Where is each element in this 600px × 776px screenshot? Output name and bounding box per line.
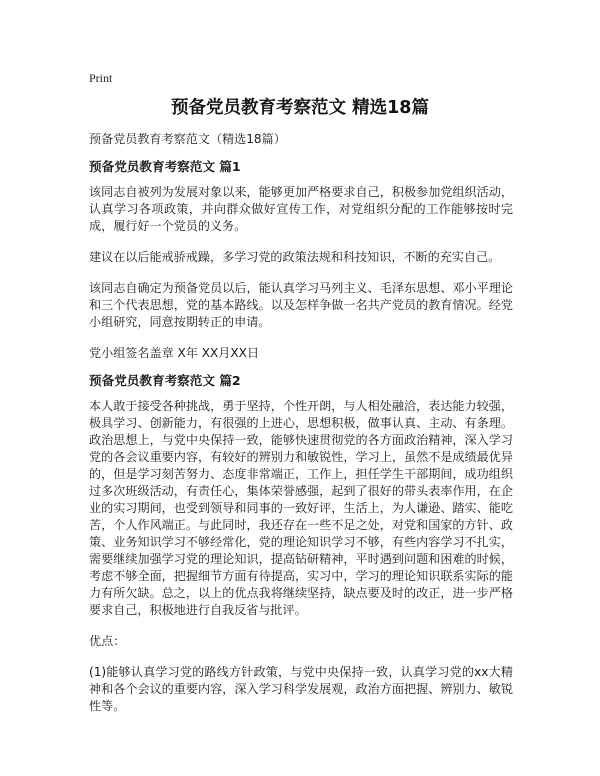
section-heading-2: 预备党员教育考察范文 篇2 [89, 373, 241, 388]
section-2-strength-item-1: (1)能够认真学习党的路线方针政策，与党中央保持一致，认真学习党的xx大精神和各个会议的重要内容，深入学习科学发展观，政治方面把握、辨别力、敏锐性等。 [89, 665, 513, 713]
document-subtitle: 预备党员教育考察范文（精选18篇） [89, 132, 286, 146]
section-2-strengths-label: 优点： [89, 634, 126, 648]
section-2-paragraph-1: 本人敢于接受各种挑战，勇于坚持，个性开朗，与人相处融洽，表达能力较强，极具学习、创新能力，有很强的上进心，思想积极，做事认真、主动、有条理。政治思想上，与党中央保持一致，能够快速贯彻党的各方面政治精神，深入学习党的各会议重要内容，有较好的辨别力和敏锐性，学习上，虽然不是成绩最优异的，但是学习刻苦努力、态度非常端正，工作上，担任学生干部期间，成功组织过多次班级活动，有责任心，集体荣誉感强，起到了很好的带头表率作用，在企业的实习期间，也受到领导和同事的一致好评，生活上，为人谦逊、踏实、能吃苦，个人作风端正。与此同时，我还存在一些不足之处，对党和国家的方针、政策、业务知识学习不够经常化，党的理论知识学习不够，有些内容学习不扎实，需要继续加强学习党的理论知识，提高钻研精神，平时遇到问题和困难的时候，考虑不够全面，把握细节方面有待提高，实习中，学习的理论知识联系实际的能力有所欠缺。总之，以上的优点我将继续坚持，缺点要及时的改正，进一步严格要求自己，积极地进行自我反省与批评。 [89, 399, 513, 617]
section-1-paragraph-3: 该同志自确定为预备党员以后，能认真学习马列主义、毛泽东思想、邓小平理论和三个代表思想，党的基本路线。以及怎样争做一名共产党员的教育情况。经党小组研究，同意按期转正的申请。 [89, 281, 513, 329]
print-label[interactable]: Print [89, 71, 113, 85]
section-1-paragraph-2: 建议在以后能戒骄戒躁，多学习党的政策法规和科技知识，不断的充实自己。 [89, 250, 501, 264]
section-heading-1: 预备党员教育考察范文 篇1 [89, 159, 241, 174]
document-title: 预备党员教育考察范文 精选18篇 [171, 98, 429, 118]
section-1-paragraph-1: 该同志自被列为发展对象以来，能够更加严格要求自己，积极参加党组织活动，认真学习各项政策，并向群众做好宣传工作，对党组织分配的工作能够按时完成，履行好一个党员的义务。 [89, 185, 513, 233]
document-body [89, 131, 513, 725]
section-1-signature: 党小组签名盖章 X年 XX月XX日 [89, 346, 260, 360]
